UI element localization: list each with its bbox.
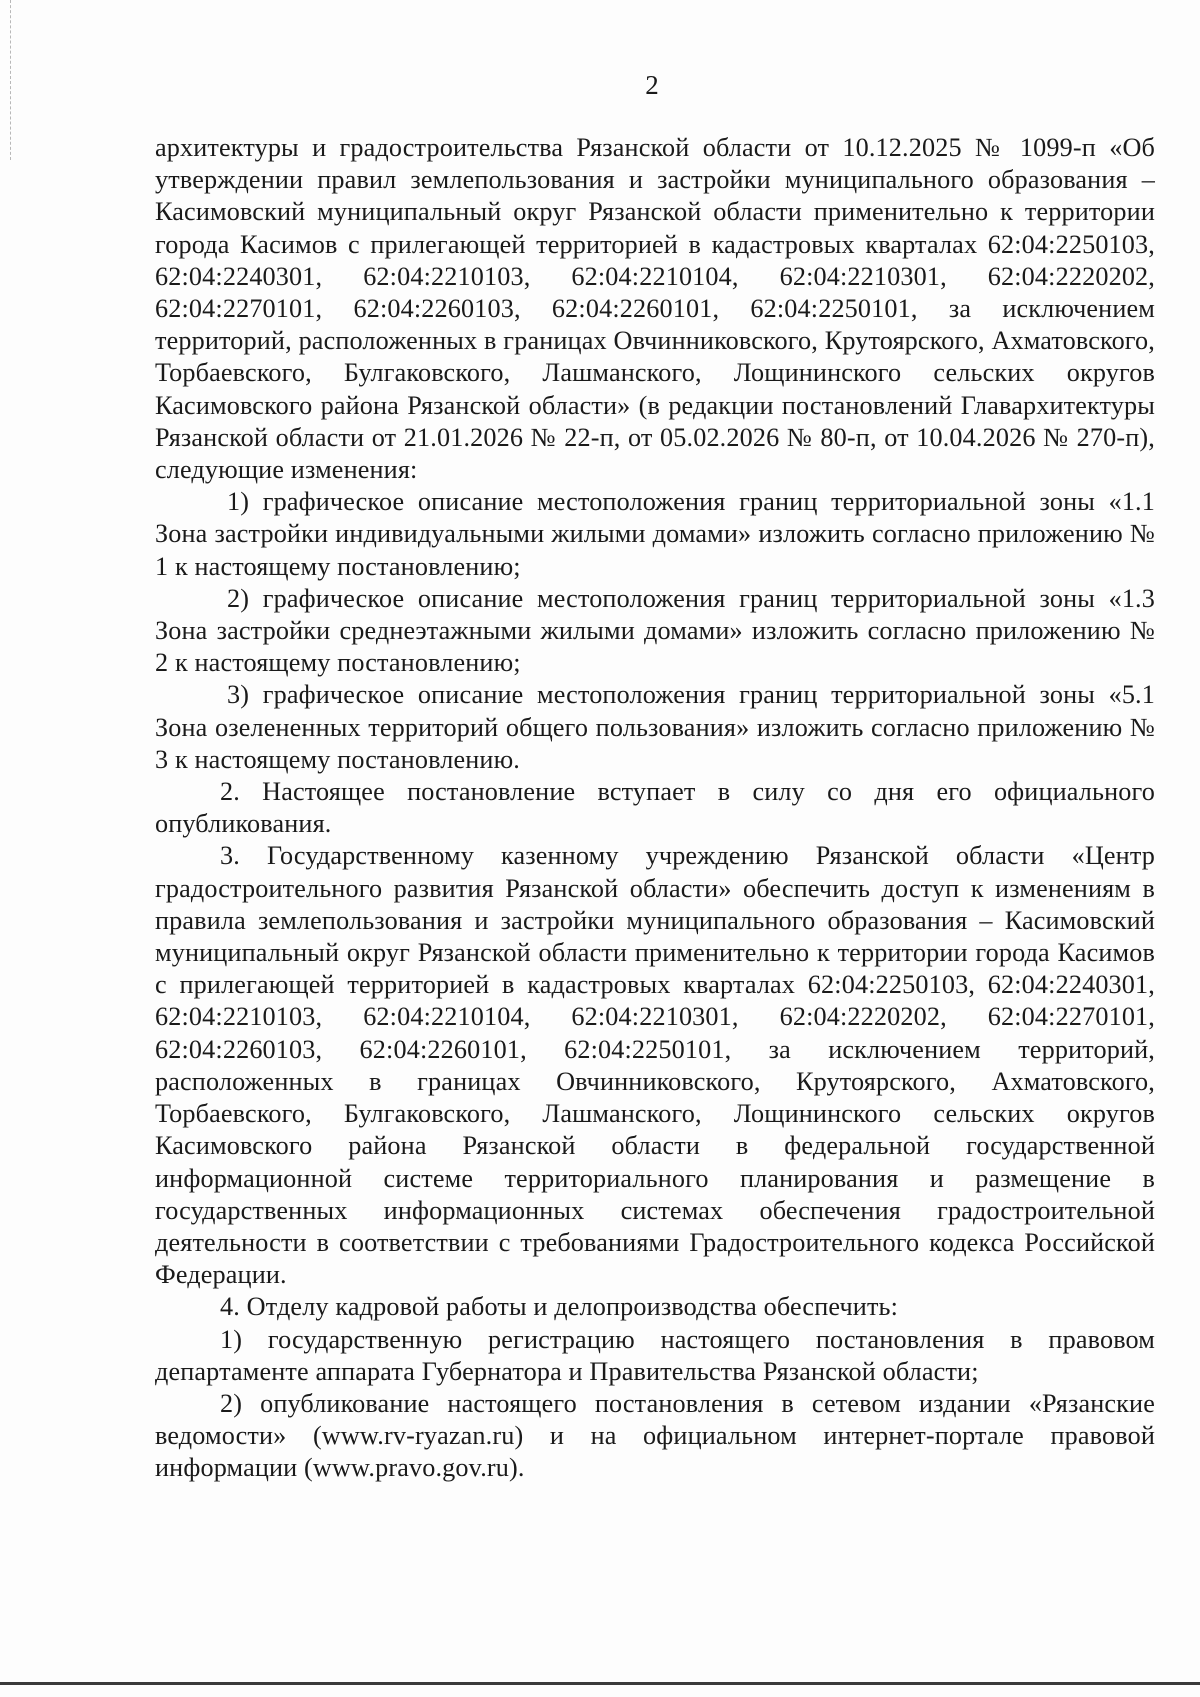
page-number: 2 bbox=[645, 70, 659, 100]
paragraph-item-4-1: 1) государственную регистрацию настоящего постановления в правовом департаменте аппарата Губернатора и Правительства Рязанской области; bbox=[155, 1324, 1155, 1386]
paragraph-item-4-2: 2) опубликование настоящего постановления в сетевом издании «Рязанские ведомости» (www.rv-ryazan.ru) и на официальном интернет-портале правовой информации (www.pravo.gov.ru). bbox=[155, 1388, 1155, 1483]
paragraph-section-4: 4. Отделу кадровой работы и делопроизводства обеспечить: bbox=[220, 1292, 899, 1322]
paragraph-continuation: архитектуры и градостроительства Рязанской области от 10.12.2025 № 1099-п «Об утверждении правил землепользования и застройки муниципального образования – Касимовский муниципальный округ Рязанской области применительно к территории города Касимов с прилегающей территорией в кадастровых кварталах 62:04:2250103, 62:04:2240301, 62:04:2210103, 62:04:2210104, 62:04:2210301, 62:04:2220202, 62:04:2270101, 62:04:2260103, 62:04:2260101, 62:04:2250101, за исключением территорий, расположенных в границах Овчинниковского, Крутоярского, Ахматовского, Торбаевского, Булгаковского, Лашманского, Лощининского сельских округов Касимовского района Рязанской области» (в редакции постановлений Главархитектуры Рязанской области от 21.01.2026 № 22-п, от 05.02.2026 № 80-п, от 10.04.2026 № 270-п), следующие изменения: bbox=[155, 133, 1155, 485]
paragraph-item-1-1: 1) графическое описание местоположения границ территориальной зоны «1.1 Зона застройки индивидуальными жилыми домами» изложить согласно приложению № 1 к настоящему постановлению; bbox=[155, 487, 1155, 581]
paragraph-item-1-3: 3) графическое описание местоположения границ территориальной зоны «5.1 Зона озелененных территорий общего пользования» изложить согласно приложению № 3 к настоящему постановлению. bbox=[155, 680, 1155, 774]
paragraph-item-1-2: 2) графическое описание местоположения границ территориальной зоны «1.3 Зона застройки среднеэтажными жилыми домами» изложить согласно приложению № 2 к настоящему постановлению; bbox=[155, 583, 1155, 678]
paragraph-section-2: 2. Настоящее постановление вступает в силу со дня его официального опубликования. bbox=[155, 777, 1155, 839]
paragraph-section-3: 3. Государственному казенному учреждению Рязанской области «Центр градостроительного развития Рязанской области» обеспечить доступ к изменениям в правила землепользования и застройки муниципального образования – Касимовский муниципальный округ Рязанской области применительно к территории города Касимов с прилегающей территорией в кадастровых кварталах 62:04:2250103, 62:04:2240301, 62:04:2210103, 62:04:2210104, 62:04:2210301, 62:04:2220202, 62:04:2270101, 62:04:2260103, 62:04:2260101, 62:04:2250101, за исключением территорий, расположенных в границах Овчинниковского, Крутоярского, Ахматовского, Торбаевского, Булгаковского, Лашманского, Лощининского сельских округов Касимовского района Рязанской области в федеральной государственной информационной системе территориального планирования и размещение в государственных информационных системах обеспечения градостроительной деятельности в соответствии с требованиями Градостроительного кодекса Российской Федерации. bbox=[155, 841, 1155, 1290]
document-body bbox=[155, 132, 1155, 1485]
scan-bottom-edge bbox=[0, 1682, 1200, 1685]
